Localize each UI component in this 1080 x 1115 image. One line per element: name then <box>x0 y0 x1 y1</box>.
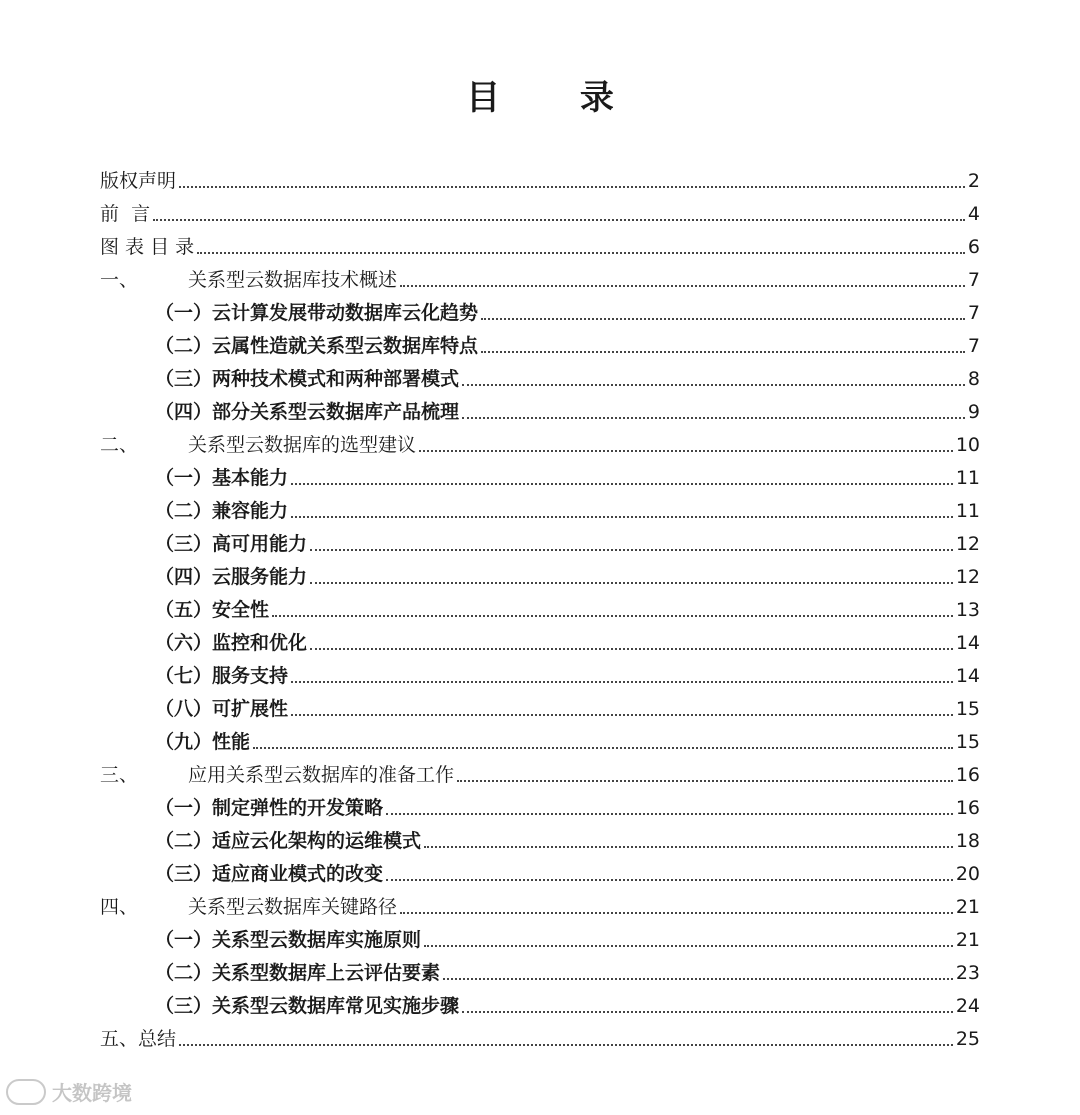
toc-entry[interactable] <box>155 523 980 555</box>
toc-entry[interactable] <box>100 226 980 258</box>
toc-entry-label: 图 表 目 录 <box>100 236 195 258</box>
dot-leader <box>462 417 965 419</box>
dot-leader <box>481 318 965 320</box>
toc-entry[interactable] <box>155 688 980 720</box>
toc-entry-page: 11 <box>955 467 980 489</box>
toc-entry-page: 4 <box>967 203 980 225</box>
watermark-text: 大数跨境 <box>52 1081 132 1105</box>
dot-leader <box>310 582 953 584</box>
toc-entry-label: （三）关系型云数据库常见实施步骤 <box>155 995 460 1017</box>
toc-entry-label: （四）部分关系型云数据库产品梳理 <box>155 401 460 423</box>
dot-leader <box>462 1011 953 1013</box>
toc-entry-label: 五、总结 <box>100 1028 177 1050</box>
toc-entry[interactable] <box>100 193 980 225</box>
toc-entry[interactable] <box>155 853 980 885</box>
toc-entry-page: 14 <box>955 632 980 654</box>
dot-leader <box>310 648 953 650</box>
watermark <box>6 1077 132 1106</box>
toc-entry[interactable] <box>100 1018 980 1050</box>
toc-entry-page: 16 <box>955 764 980 786</box>
toc-entry[interactable] <box>100 754 980 786</box>
toc-entry-label: 前 言 <box>100 203 151 225</box>
toc-entry-number: 四、 <box>100 896 139 918</box>
dot-leader <box>153 219 965 221</box>
logo-icon <box>6 1079 46 1105</box>
toc-entry-number: 二、 <box>100 434 139 456</box>
toc-entry-page: 24 <box>955 995 980 1017</box>
toc-entry[interactable] <box>155 655 980 687</box>
toc-entry-number: 一、 <box>100 269 139 291</box>
dot-leader <box>386 879 953 881</box>
toc-entry-label: （一）云计算发展带动数据库云化趋势 <box>155 302 479 324</box>
toc-entry[interactable] <box>100 259 980 291</box>
toc-entry[interactable] <box>155 358 980 390</box>
toc-entry[interactable] <box>155 952 980 984</box>
dot-leader <box>291 516 953 518</box>
toc-entry-label: （八）可扩展性 <box>155 698 289 720</box>
toc-entry-page: 20 <box>955 863 980 885</box>
toc-entry-page: 7 <box>967 302 980 324</box>
toc-entry-label: （三）两种技术模式和两种部署模式 <box>155 368 460 390</box>
toc-entry-label: （二）关系型数据库上云评估要素 <box>155 962 441 984</box>
toc-entry[interactable] <box>155 556 980 588</box>
dot-leader <box>419 450 953 452</box>
dot-leader <box>457 780 953 782</box>
dot-leader <box>291 483 953 485</box>
toc-entry-page: 6 <box>967 236 980 258</box>
dot-leader <box>400 285 965 287</box>
dot-leader <box>424 846 953 848</box>
toc-entry-label: （二）云属性造就关系型云数据库特点 <box>155 335 479 357</box>
toc-entry-label: （九）性能 <box>155 731 251 753</box>
toc-entry-page: 18 <box>955 830 980 852</box>
toc-entry-label: （二）适应云化架构的运维模式 <box>155 830 422 852</box>
dot-leader <box>443 978 953 980</box>
toc-entry[interactable] <box>155 457 980 489</box>
toc-entry-page: 13 <box>955 599 980 621</box>
dot-leader <box>386 813 953 815</box>
toc-entry-page: 12 <box>955 566 980 588</box>
page-title: 目 录 <box>466 78 648 118</box>
dot-leader <box>197 252 965 254</box>
toc-entry[interactable] <box>155 292 980 324</box>
toc-entry[interactable] <box>155 721 980 753</box>
toc-entry-label: 关系型云数据库的选型建议 <box>188 434 417 456</box>
dot-leader <box>291 714 953 716</box>
dot-leader <box>481 351 965 353</box>
toc-entry[interactable] <box>155 589 980 621</box>
dot-leader <box>179 186 965 188</box>
toc-entry-label: （三）高可用能力 <box>155 533 308 555</box>
toc-entry-label: （三）适应商业模式的改变 <box>155 863 384 885</box>
dot-leader <box>310 549 953 551</box>
dot-leader <box>272 615 953 617</box>
dot-leader <box>291 681 953 683</box>
toc-entry-label: （四）云服务能力 <box>155 566 308 588</box>
toc-entry-label: 应用关系型云数据库的准备工作 <box>188 764 455 786</box>
toc-entry-page: 7 <box>967 335 980 357</box>
toc-entry-page: 25 <box>955 1028 980 1050</box>
toc-entry-page: 10 <box>955 434 980 456</box>
dot-leader <box>179 1044 953 1046</box>
toc-entry-label: （六）监控和优化 <box>155 632 308 654</box>
toc-entry[interactable] <box>155 985 980 1017</box>
toc-entry-label: （七）服务支持 <box>155 665 289 687</box>
dot-leader <box>400 912 953 914</box>
toc-entry-label: （一）基本能力 <box>155 467 289 489</box>
toc-entry[interactable] <box>100 424 980 456</box>
toc-entry[interactable] <box>155 919 980 951</box>
dot-leader <box>253 747 953 749</box>
toc-entry[interactable] <box>100 886 980 918</box>
toc-entry-page: 9 <box>967 401 980 423</box>
toc-entry-page: 21 <box>955 896 980 918</box>
toc-entry-page: 21 <box>955 929 980 951</box>
toc-entry[interactable] <box>155 787 980 819</box>
toc-entry-label: （一）关系型云数据库实施原则 <box>155 929 422 951</box>
toc-entry[interactable] <box>155 622 980 654</box>
toc-entry[interactable] <box>100 160 980 192</box>
toc-entry-label: （五）安全性 <box>155 599 270 621</box>
toc-entry-page: 14 <box>955 665 980 687</box>
dot-leader <box>424 945 953 947</box>
toc-entry-label: 关系型云数据库关键路径 <box>188 896 398 918</box>
toc-entry-page: 12 <box>955 533 980 555</box>
toc-entry-page: 7 <box>967 269 980 291</box>
toc-entry-page: 2 <box>967 170 980 192</box>
toc-entry[interactable] <box>155 391 980 423</box>
toc-entry-page: 23 <box>955 962 980 984</box>
toc-entry[interactable] <box>155 325 980 357</box>
toc-entry[interactable] <box>155 820 980 852</box>
toc-entry[interactable] <box>155 490 980 522</box>
toc-entry-label: （一）制定弹性的开发策略 <box>155 797 384 819</box>
toc-entry-label: 关系型云数据库技术概述 <box>188 269 398 291</box>
toc-entry-label: 版权声明 <box>100 170 177 192</box>
toc-entry-page: 15 <box>955 731 980 753</box>
toc-entry-page: 16 <box>955 797 980 819</box>
toc-entry-label: （二）兼容能力 <box>155 500 289 522</box>
dot-leader <box>462 384 965 386</box>
toc-entry-number: 三、 <box>100 764 139 786</box>
toc-entry-page: 15 <box>955 698 980 720</box>
toc-entry-page: 8 <box>967 368 980 390</box>
toc-entry-page: 11 <box>955 500 980 522</box>
